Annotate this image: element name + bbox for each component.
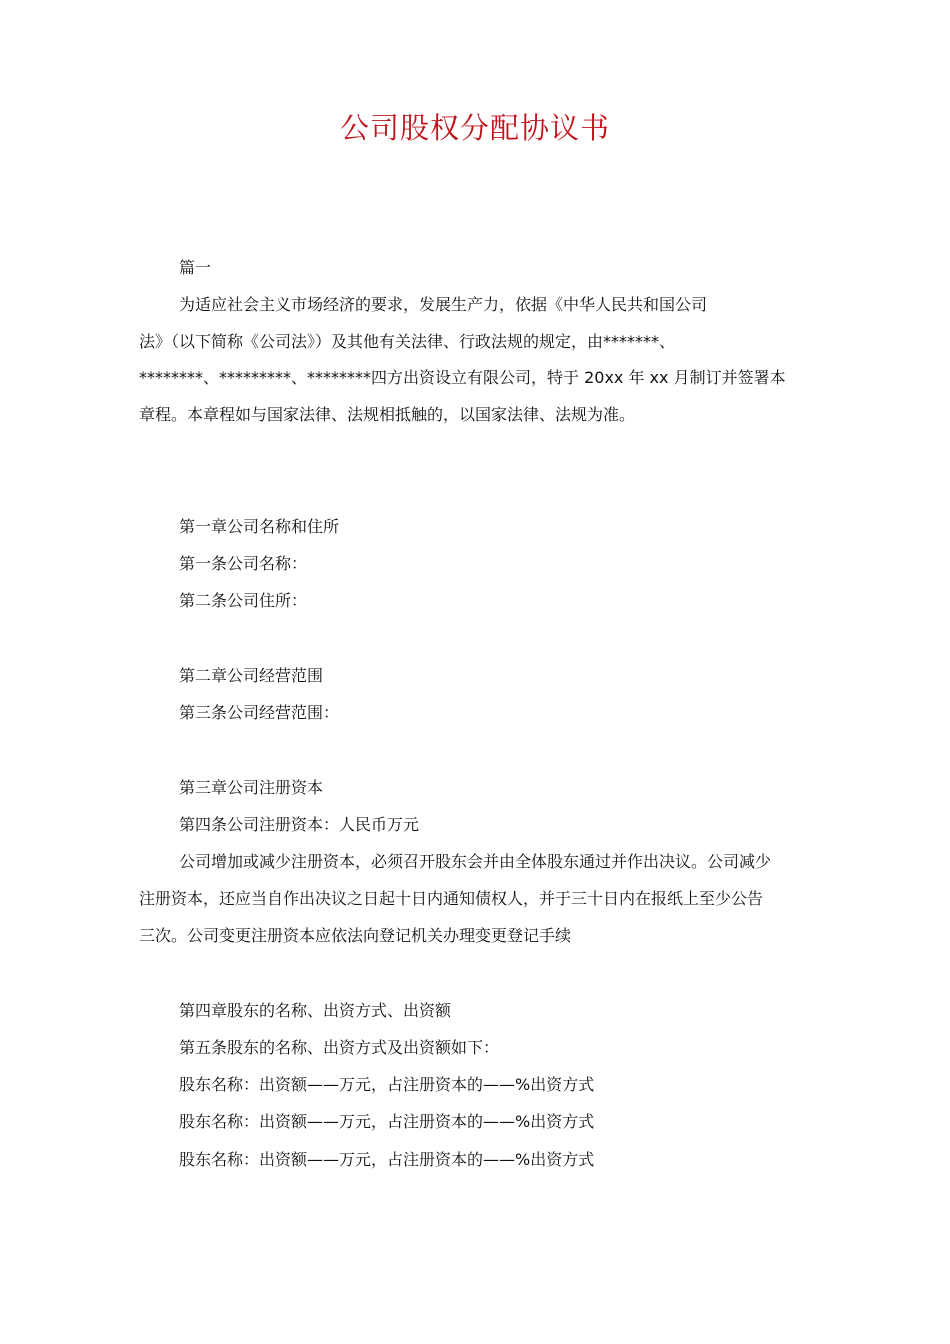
chapter3-heading: 第三章公司注册资本	[179, 778, 324, 797]
chapter2-heading: 第二章公司经营范围	[179, 666, 324, 685]
preamble-line-2: 法》（以下简称《公司法》）及其他有关法律、行政法规的规定，由*******、	[139, 332, 676, 351]
article2: 第二条公司住所：	[179, 591, 308, 610]
preamble-line-1: 为适应社会主义市场经济的要求，发展生产力，依据《中华人民共和国公司	[179, 295, 708, 314]
part-label: 篇一	[179, 258, 212, 277]
capital-paragraph-line-1: 公司增加或减少注册资本，必须召开股东会并由全体股东通过并作出决议。公司减少	[179, 852, 772, 871]
article4: 第四条公司注册资本：人民币万元	[179, 815, 420, 834]
chapter4-heading: 第四章股东的名称、出资方式、出资额	[179, 1001, 452, 1020]
article1: 第一条公司名称：	[179, 554, 308, 573]
article5: 第五条股东的名称、出资方式及出资额如下：	[179, 1038, 500, 1057]
shareholder-line-3: 股东名称：出资额——万元，占注册资本的——%出资方式	[179, 1150, 595, 1169]
preamble-line-3: ********、*********、********四方出资设立有限公司，特于 20xx 年 xx 月制订并签署本	[139, 368, 786, 387]
document-title: 公司股权分配协议书	[339, 111, 610, 145]
chapter1-heading: 第一章公司名称和住所	[179, 517, 340, 536]
shareholder-line-1: 股东名称：出资额——万元，占注册资本的——%出资方式	[179, 1075, 595, 1094]
shareholder-line-2: 股东名称：出资额——万元，占注册资本的——%出资方式	[179, 1112, 595, 1131]
capital-paragraph-line-3: 三次。公司变更注册资本应依法向登记机关办理变更登记手续	[139, 926, 572, 945]
capital-paragraph-line-2: 注册资本，还应当自作出决议之日起十日内通知债权人，并于三十日内在报纸上至少公告	[139, 889, 764, 908]
article3: 第三条公司经营范围：	[179, 703, 340, 722]
preamble-line-4: 章程。本章程如与国家法律、法规相抵触的，以国家法律、法规为准。	[139, 405, 636, 424]
